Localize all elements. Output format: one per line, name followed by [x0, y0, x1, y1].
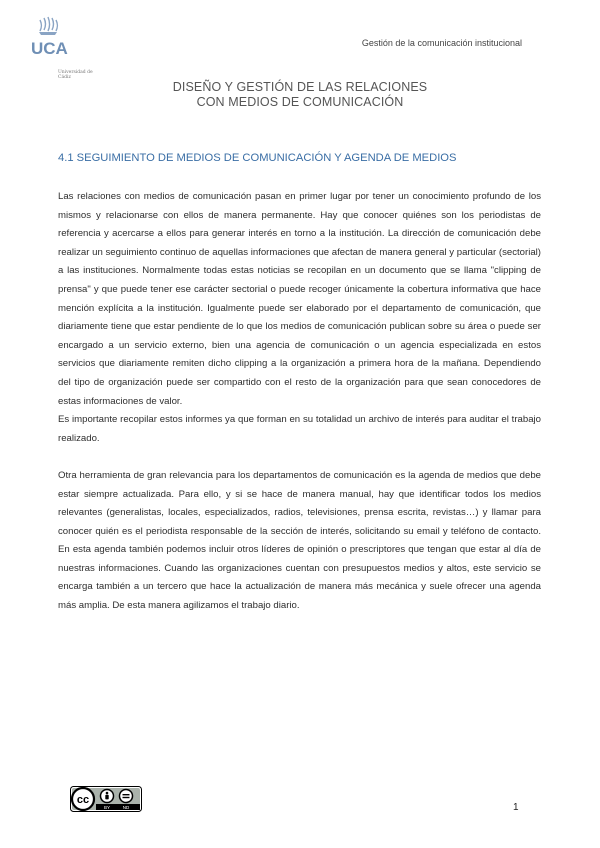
license-badge [70, 786, 142, 812]
page-number: 1 [513, 802, 519, 813]
logo-subtext: Universidad de Cádiz [58, 70, 93, 80]
cc-icon [72, 788, 94, 810]
title-line-1: DISEÑO Y GESTIÓN DE LAS RELACIONES [172, 80, 428, 94]
university-logo [28, 14, 93, 80]
license-label-by: BY [103, 805, 111, 810]
uca-emblem-icon [28, 14, 72, 58]
title-line-2: CON MEDIOS DE COMUNICACIÓN [196, 95, 404, 109]
logo-text: UCA [31, 39, 68, 58]
paragraph: Es importante recopilar estos informes ya que forman en su totalidad un archivo de interés para auditar el trabajo realizado. [58, 414, 541, 444]
nd-icon [120, 790, 133, 803]
svg-text:cc: cc [76, 794, 90, 806]
body-text [58, 188, 541, 616]
license-label-nd: ND [122, 805, 130, 810]
running-head: Gestión de la comunicación institucional [361, 38, 522, 48]
section-heading: 4.1 SEGUIMIENTO DE MEDIOS DE COMUNICACIÓN Y AGENDA DE MEDIOS [58, 152, 457, 164]
paragraph: Las relaciones con medios de comunicación pasan en primer lugar por tener un conocimiento profundo de los mismos y relacionarse con ellos de manera permanente. Hay que conocer quiénes son los periodistas de referencia y acercarse a ellos para generar interés en torno a la institución. La dirección de comunicación debe realizar un seguimiento continuo de aquellas informaciones que afectan de manera general y particular (sectorial) a las instituciones. Normalmente todas estas noticias se recopilan en un documento que se llama "clipping de prensa" y que puede tener ese carácter sectorial o puede recoger únicamente la cobertura informativa que hace mención explícita a la institución. Igualmente puede ser elaborado por el departamento de comunicación, que diariamente tiene que estar pendiente de lo que los medios de comunicación publican sobre su área o puede ser encargado a un servicio externo, bien una agencia de comunicación o un agencia especializada en estos servicios que diariamente remiten dicho clipping a la organización a primera hora de la mañana. Dependiendo del tipo de organización puede ser compartido con el resto de la organización para que sean conocedores de estas informaciones de valor. [58, 191, 541, 407]
document-title [0, 80, 600, 110]
paragraph: Otra herramienta de gran relevancia para los departamentos de comunicación es la agenda de medios que debe estar siempre actualizada. Para ello, y si se hace de manera manual, hay que identificar todos los medios relevantes (generalistas, locales, especializados, radios, televisiones, prensa escrita, revistas…) y llamar para conocer quién es el periodista responsable de la sección de interés, solicitando su email y teléfono de contacto. En esta agenda también podemos incluir otros líderes de opinión o prescriptores que tengan que estar al día de nuestras informaciones. Cuando las organizaciones cuentan con presupuestos medios y altos, este servicio se encarga también a un tercero que hace la actualización de manera más mecánica y suele ofrecer una agenda más amplia. De esta manera agilizamos el trabajo diario. [58, 469, 541, 612]
by-icon [101, 790, 114, 803]
